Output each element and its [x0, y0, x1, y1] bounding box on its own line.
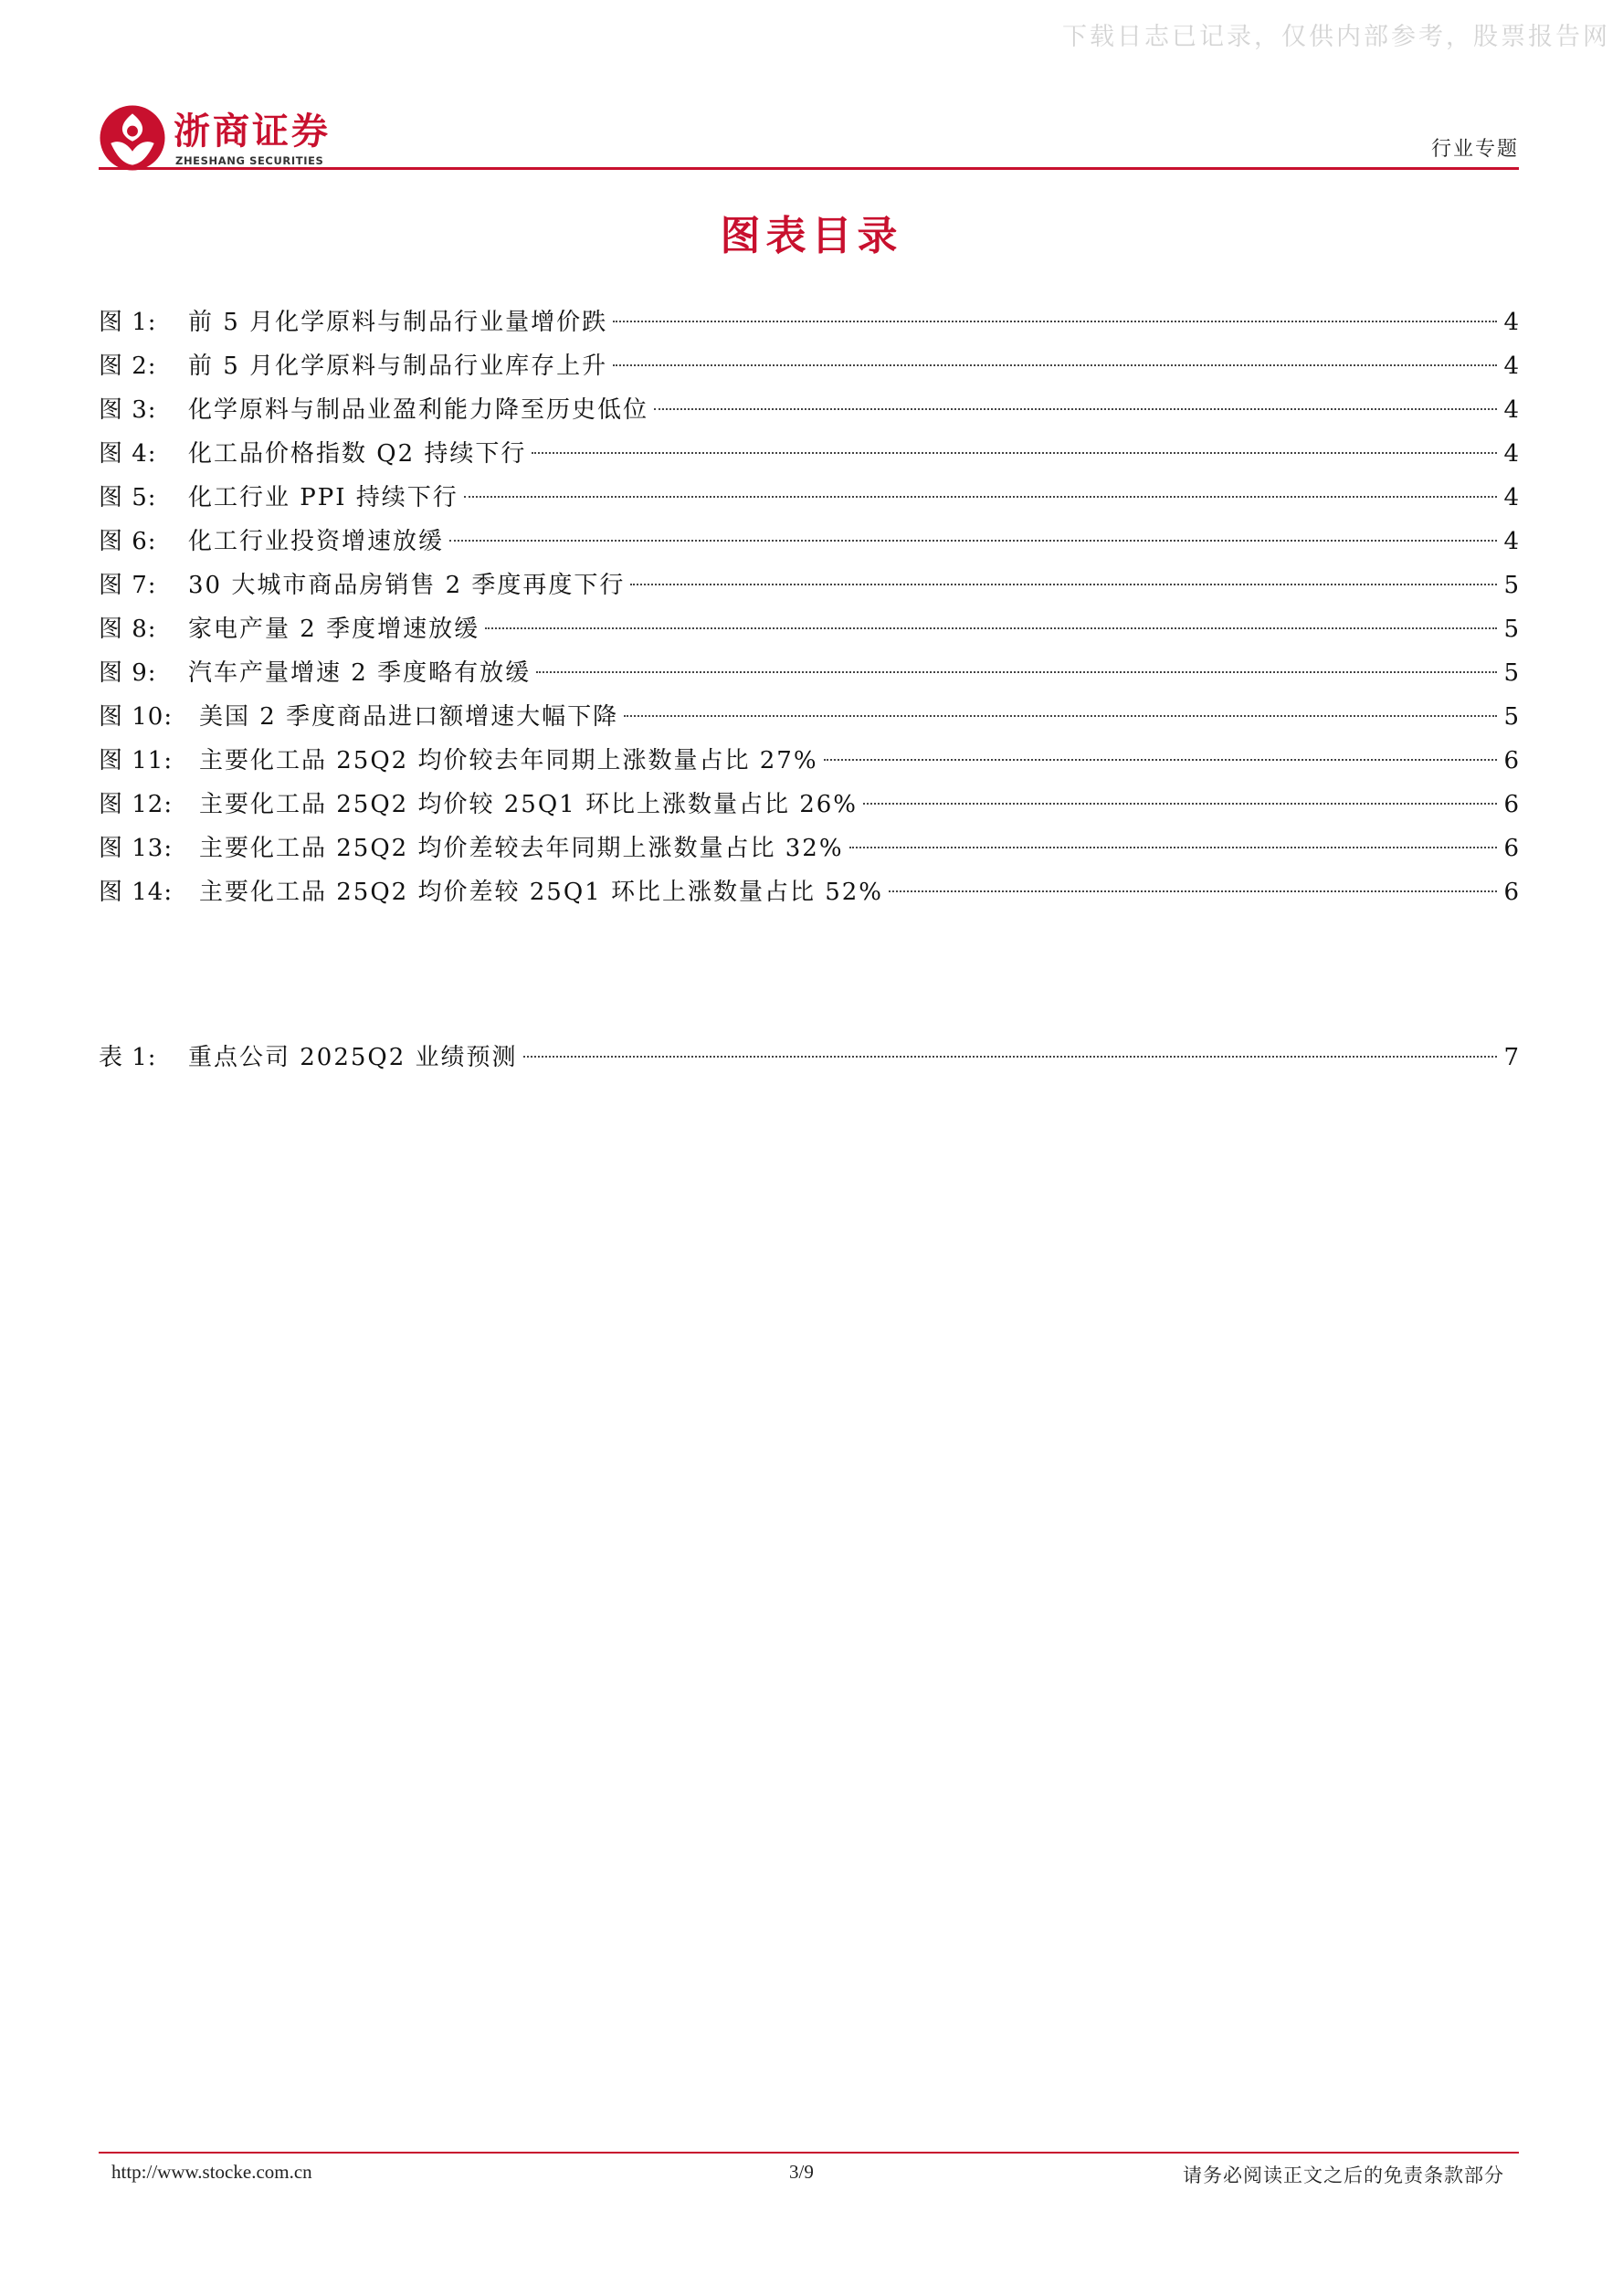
header-divider: [99, 167, 1519, 170]
toc-page: 4: [1503, 309, 1519, 336]
toc-label: 图 12:: [99, 791, 174, 818]
toc-text: 美国 2 季度商品进口额增速大幅下降: [199, 703, 619, 731]
footer-divider: [99, 2152, 1519, 2154]
toc-entry[interactable]: [99, 563, 1519, 607]
toc-text: 化工行业投资增速放缓: [188, 528, 445, 555]
toc-entry[interactable]: [99, 870, 1519, 914]
toc-page: 4: [1503, 440, 1519, 468]
toc-leader: [449, 540, 1497, 542]
toc-entry[interactable]: [99, 432, 1519, 476]
toc-entry[interactable]: [99, 827, 1519, 870]
toc-leader: [613, 364, 1497, 366]
toc-entry[interactable]: [99, 651, 1519, 695]
toc-leader: [654, 408, 1497, 410]
toc-text: 前 5 月化学原料与制品行业库存上升: [188, 353, 608, 380]
toc-entry[interactable]: [99, 344, 1519, 388]
toc-page: 6: [1503, 791, 1519, 818]
toc-label: 图 1:: [99, 309, 157, 336]
toc-label: 图 6:: [99, 528, 157, 555]
toc-text: 重点公司 2025Q2 业绩预测: [188, 1044, 518, 1071]
zheshang-logo-icon: [99, 104, 166, 172]
toc-title: 图表目录: [720, 213, 903, 259]
toc-label: 图 4:: [99, 440, 157, 468]
toc-leader: [824, 759, 1497, 761]
toc-page: 7: [1503, 1044, 1519, 1071]
toc-page: 6: [1503, 835, 1519, 862]
toc-page: 4: [1503, 396, 1519, 424]
toc-page: 5: [1503, 572, 1519, 599]
toc-leader: [613, 321, 1497, 322]
toc-text: 化工行业 PPI 持续下行: [188, 484, 458, 511]
toc-label: 图 8:: [99, 616, 157, 643]
toc-text: 主要化工品 25Q2 均价差较去年同期上涨数量占比 32%: [199, 835, 844, 862]
footer-url[interactable]: http://www.stocke.com.cn: [111, 2161, 312, 2183]
toc-label: 图 14:: [99, 879, 174, 906]
toc-entry[interactable]: [99, 695, 1519, 739]
toc-text: 家电产量 2 季度增速放缓: [188, 616, 480, 643]
table-list: [99, 1036, 1519, 1080]
logo-english-name: ZHESHANG SECURITIES: [175, 154, 324, 167]
toc-entry[interactable]: [99, 783, 1519, 827]
toc-page: 4: [1503, 353, 1519, 380]
figure-list: [99, 300, 1519, 914]
toc-leader: [849, 847, 1497, 848]
toc-label: 图 2:: [99, 353, 157, 380]
footer-disclaimer: 请务必阅读正文之后的免责条款部分: [1183, 2164, 1504, 2186]
toc-page: 5: [1503, 659, 1519, 687]
toc-entry[interactable]: [99, 388, 1519, 432]
toc-entry[interactable]: [99, 476, 1519, 520]
toc-text: 化工品价格指数 Q2 持续下行: [188, 440, 527, 468]
toc-label: 图 3:: [99, 396, 157, 424]
toc-page: 6: [1503, 747, 1519, 774]
toc-leader: [630, 584, 1497, 585]
company-logo: [99, 102, 345, 177]
toc-page: 4: [1503, 528, 1519, 555]
page-number: 3/9: [789, 2161, 814, 2183]
toc-text: 主要化工品 25Q2 均价较 25Q1 环比上涨数量占比 26%: [199, 791, 858, 818]
toc-text: 汽车产量增速 2 季度略有放缓: [188, 659, 532, 687]
toc-leader: [624, 715, 1497, 717]
toc-leader: [863, 803, 1497, 805]
toc-label: 图 10:: [99, 703, 174, 731]
toc-page: 4: [1503, 484, 1519, 511]
toc-leader: [889, 890, 1497, 892]
watermark: 下载日志已记录，仅供内部参考，股票报告网: [1062, 23, 1610, 51]
toc-leader: [532, 452, 1497, 454]
toc-entry[interactable]: [99, 607, 1519, 651]
toc-text: 主要化工品 25Q2 均价差较 25Q1 环比上涨数量占比 52%: [199, 879, 883, 906]
toc-entry[interactable]: [99, 1036, 1519, 1080]
toc-label: 图 11:: [99, 747, 174, 774]
toc-label: 图 9:: [99, 659, 157, 687]
toc-text: 化学原料与制品业盈利能力降至历史低位: [188, 396, 649, 424]
toc-label: 图 5:: [99, 484, 157, 511]
toc-leader: [536, 671, 1497, 673]
toc-leader: [485, 627, 1497, 629]
logo-chinese-name: 浙商证券: [174, 111, 331, 153]
toc-text: 主要化工品 25Q2 均价较去年同期上涨数量占比 27%: [199, 747, 818, 774]
toc-page: 6: [1503, 879, 1519, 906]
toc-entry[interactable]: [99, 300, 1519, 344]
toc-leader: [523, 1056, 1497, 1058]
toc-entry[interactable]: [99, 739, 1519, 783]
toc-label: 表 1:: [99, 1044, 157, 1071]
toc-label: 图 7:: [99, 572, 157, 599]
toc-text: 30 大城市商品房销售 2 季度再度下行: [188, 572, 626, 599]
toc-page: 5: [1503, 616, 1519, 643]
report-type: 行业专题: [1430, 138, 1519, 161]
toc-text: 前 5 月化学原料与制品行业量增价跌: [188, 309, 608, 336]
toc-leader: [464, 496, 1497, 498]
toc-label: 图 13:: [99, 835, 174, 862]
toc-page: 5: [1503, 703, 1519, 731]
toc-entry[interactable]: [99, 520, 1519, 563]
